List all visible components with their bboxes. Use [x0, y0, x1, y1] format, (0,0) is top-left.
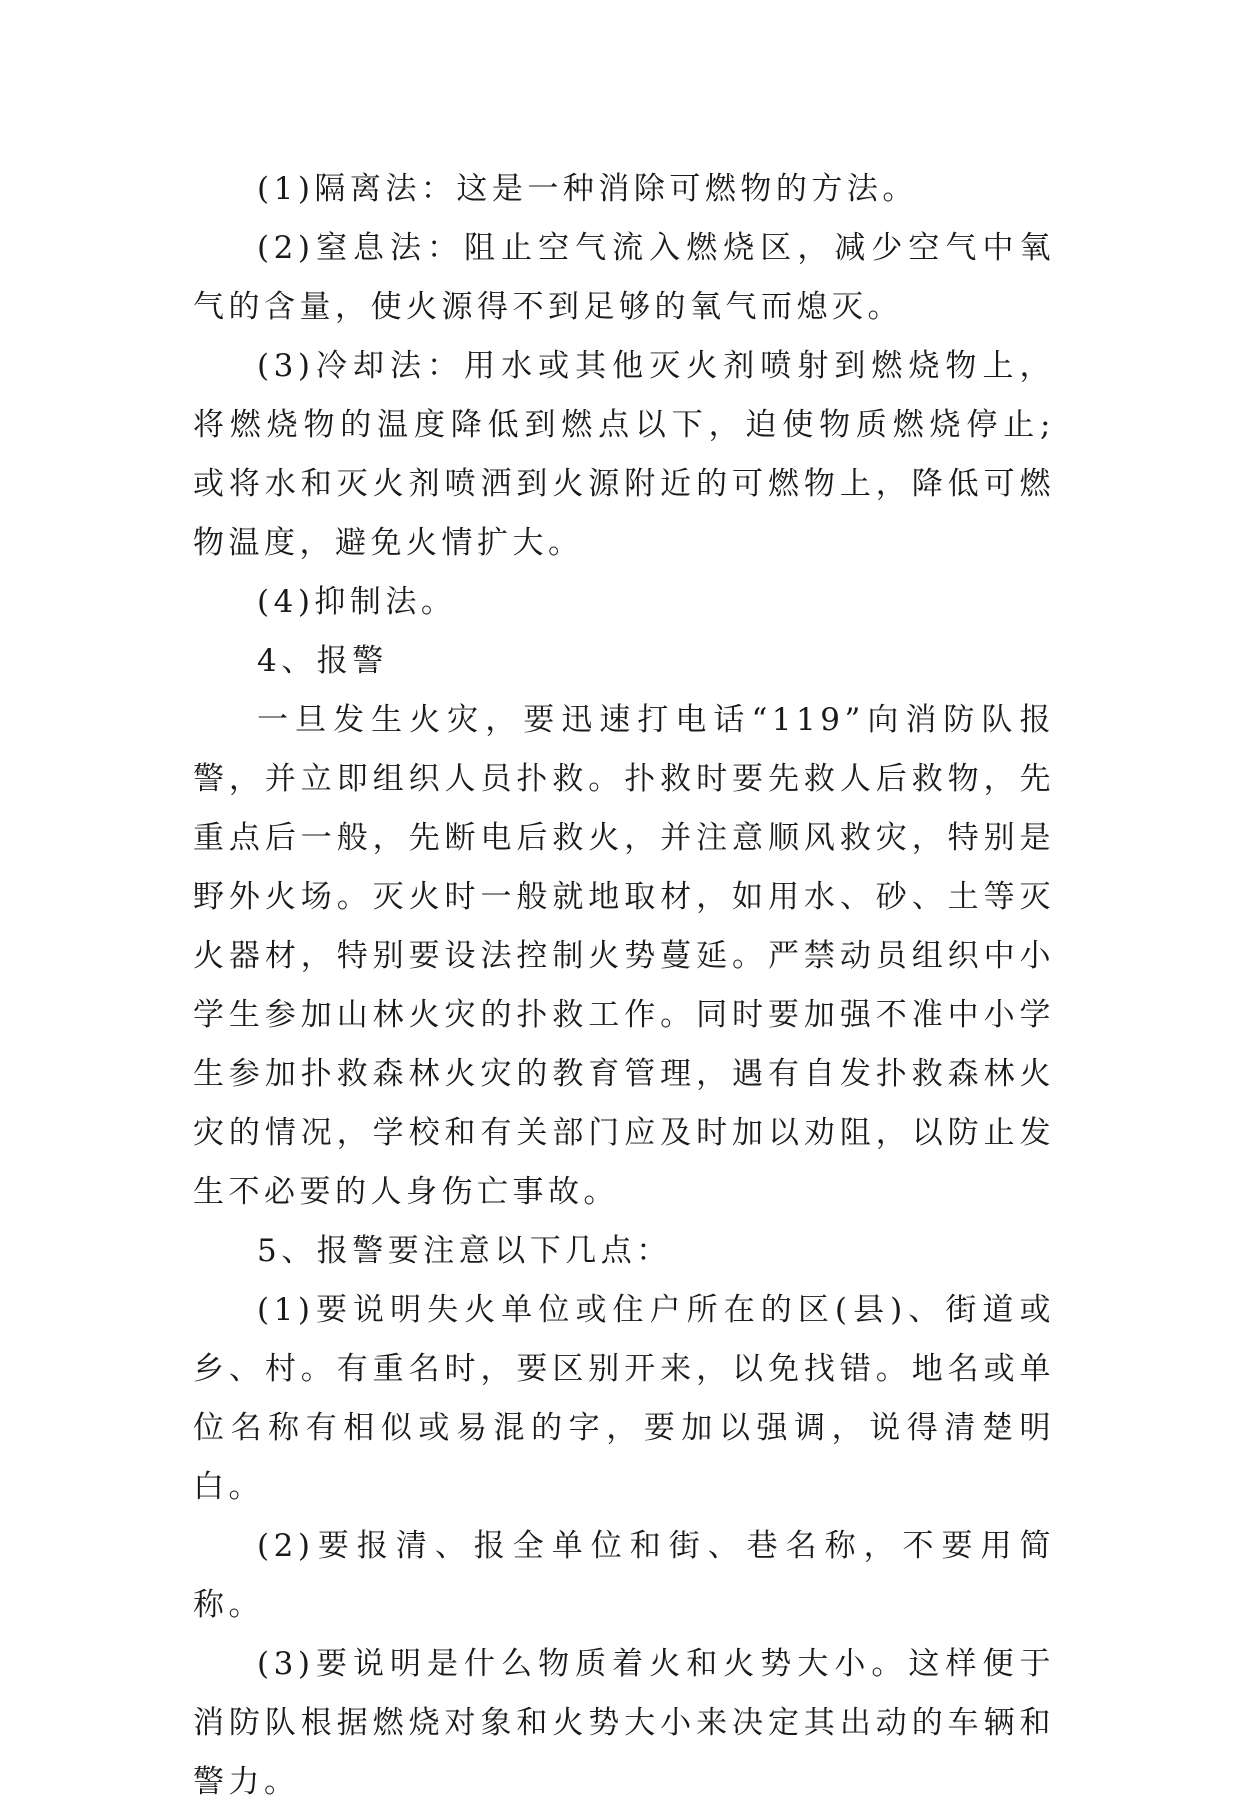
paragraph-alarm-note-names: (2)要报清、报全单位和街、巷名称，不要用简称。	[193, 1528, 1055, 1623]
paragraph-suppression-method: (4)抑制法。	[257, 584, 457, 620]
paragraph-alarm-procedure: 一旦发生火灾，要迅速打电话“119”向消防队报警，并立即组织人员扑救。扑救时要先救人后救物，先重点后一般，先断电后救火，并注意顺风救灾，特别是野外火场。灭火时一般就地取材，如用水、砂、土等灭火器材，特别要设法控制火势蔓延。严禁动员组织中小学生参加山林火灾的扑救工作。同时要加强不准中小学生参加扑救森林火灾的教育管理，遇有自发扑救森林火灾的情况，学校和有关部门应及时加以劝阻，以防止发生不必要的人身伤亡事故。	[193, 702, 1055, 1210]
paragraph-isolation-method: (1)隔离法：这是一种消除可燃物的方法。	[257, 171, 918, 207]
paragraph-suffocation-method: (2)窒息法：阻止空气流入燃烧区，减少空气中氧气的含量，使火源得不到足够的氧气而熄灭。	[193, 230, 1055, 325]
paragraph-alarm-note-material: (3)要说明是什么物质着火和火势大小。这样便于消防队根据燃烧对象和火势大小来决定其出动的车辆和警力。	[193, 1646, 1055, 1800]
section-heading-alarm-notes: 5、报警要注意以下几点：	[257, 1233, 672, 1269]
section-heading-alarm: 4、报警	[257, 643, 388, 679]
paragraph-cooling-method: (3)冷却法：用水或其他灭火剂喷射到燃烧物上，将燃烧物的温度降低到燃点以下，迫使物质燃烧停止;或将水和灭火剂喷洒到火源附近的可燃物上，降低可燃物温度，避免火情扩大。	[193, 348, 1055, 561]
document-body	[193, 160, 1055, 1812]
paragraph-alarm-note-location: (1)要说明失火单位或住户所在的区(县)、街道或乡、村。有重名时，要区别开来，以免找错。地名或单位名称有相似或易混的字，要加以强调，说得清楚明白。	[193, 1292, 1055, 1505]
